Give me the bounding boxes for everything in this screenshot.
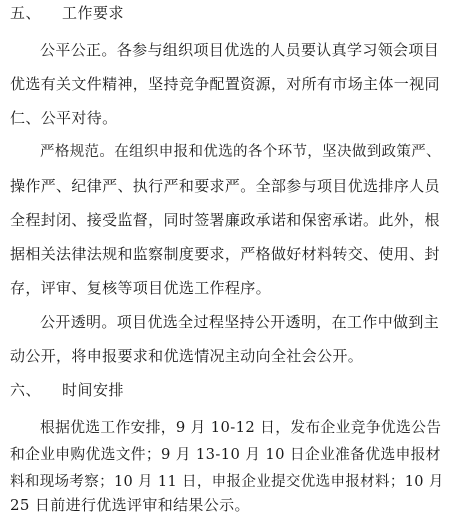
paragraph-strict-line: 操作严、纪律严、执行严和要求严。全部参与项目优选排序人员 [10,177,440,195]
section-6-title: 时间安排 [62,381,125,399]
paragraph-fairness-line: 仁、公平对待。 [10,109,118,127]
paragraph-strict-line: 存，评审、复核等项目优选工作程序。 [10,279,271,297]
paragraph-schedule-line: 料和现场考察；10 月 11 日，申报企业提交优选申报材料；10 月 [10,474,444,490]
paragraph-transparency-line: 动公开，将申报要求和优选情况主动向全社会公开。 [10,347,364,365]
paragraph-schedule-line: 和企业申购优选文件；9 月 13-10 月 10 日企业准备优选申报材 [10,446,441,463]
paragraph-fairness-line: 公平公正。各参与组织项目优选的人员要认真学习领会项目 [40,41,440,59]
paragraph-transparency-line: 公开透明。项目优选全过程坚持公开透明，在工作中做到主 [40,313,440,331]
paragraph-strict-line: 全程封闭、接受监督，同时签署廉政承诺和保密承诺。此外，根 [10,211,440,229]
paragraph-fairness-line: 优选有关文件精神，坚持竞争配置资源，对所有市场主体一视同 [10,75,440,93]
section-5-number: 五、 [10,4,42,22]
section-6-heading [10,381,124,399]
section-5-title: 工作要求 [62,4,125,22]
section-5-heading [10,4,124,22]
paragraph-schedule-line: 25 日前进行优选评审和结果公示。 [10,496,250,514]
paragraph-strict-line: 据相关法律法规和监察制度要求，严格做好材料转交、使用、封 [10,245,440,263]
section-6-number: 六、 [10,381,42,399]
paragraph-strict-line: 严格规范。在组织申报和优选的各个环节，坚决做到政策严、 [40,144,441,160]
paragraph-schedule-line: 根据优选工作安排，9 月 10-12 日，发布企业竞争优选公告 [40,419,442,436]
